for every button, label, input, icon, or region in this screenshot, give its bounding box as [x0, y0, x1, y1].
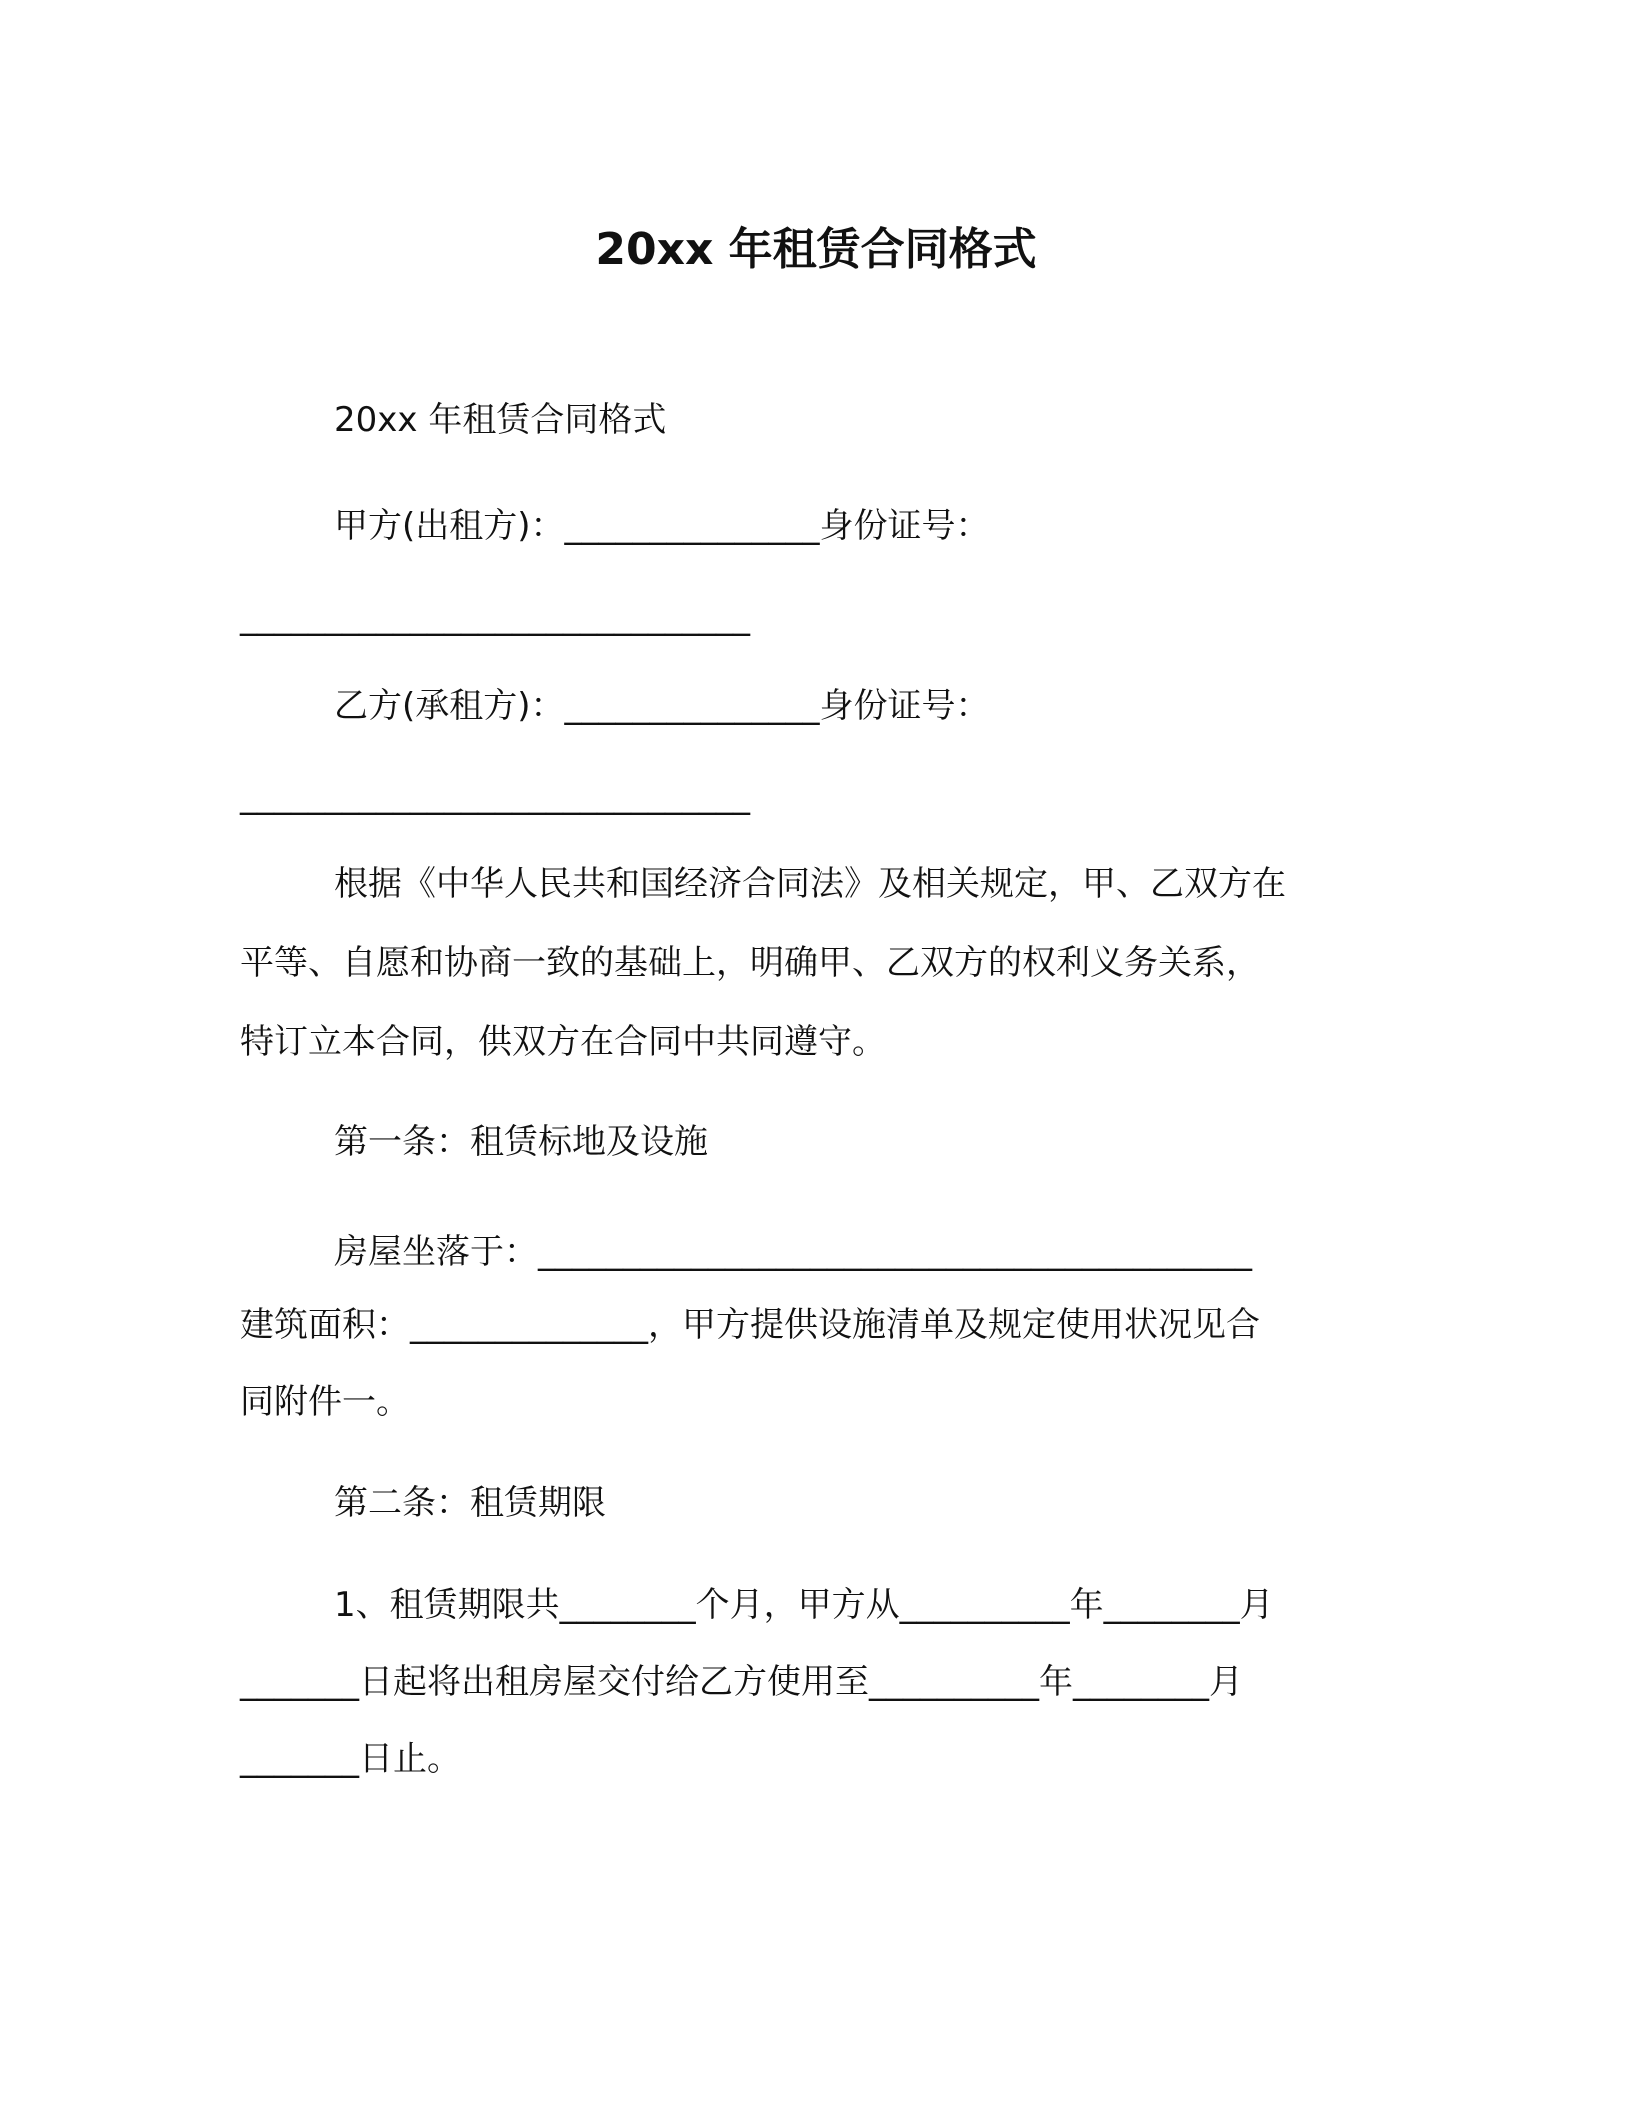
- document-title: 20xx 年租赁合同格式: [595, 224, 1037, 275]
- article-1-line-3: 同附件一。: [240, 1382, 410, 1422]
- preamble-line-1: 根据《中华人民共和国经济合同法》及相关规定，甲、乙双方在: [334, 864, 1286, 904]
- party-b-id-blank: ______________________________: [240, 776, 750, 816]
- subtitle-line: 20xx 年租赁合同格式: [334, 400, 667, 440]
- article-1-heading: 第一条：租赁标地及设施: [334, 1122, 708, 1162]
- preamble-line-2: 平等、自愿和协商一致的基础上，明确甲、乙双方的权利义务关系，: [240, 943, 1260, 983]
- article-1-line-2: 建筑面积：______________，甲方提供设施清单及规定使用状况见合: [240, 1305, 1260, 1345]
- preamble-line-3: 特订立本合同，供双方在合同中共同遵守。: [240, 1022, 886, 1062]
- party-a-id-blank: ______________________________: [240, 597, 750, 637]
- article-2-heading: 第二条：租赁期限: [334, 1483, 606, 1523]
- article-2-line-1: 1、租赁期限共________个月，甲方从__________年________月: [334, 1585, 1274, 1625]
- party-a-line: 甲方(出租方)：_______________身份证号：: [334, 506, 990, 546]
- article-1-line-1: 房屋坐落于：__________________________________________: [334, 1232, 1252, 1272]
- article-2-line-3: _______日止。: [240, 1739, 461, 1779]
- party-b-line: 乙方(承租方)：_______________身份证号：: [334, 686, 990, 726]
- article-2-line-2: _______日起将出租房屋交付给乙方使用至__________年________月: [240, 1662, 1243, 1702]
